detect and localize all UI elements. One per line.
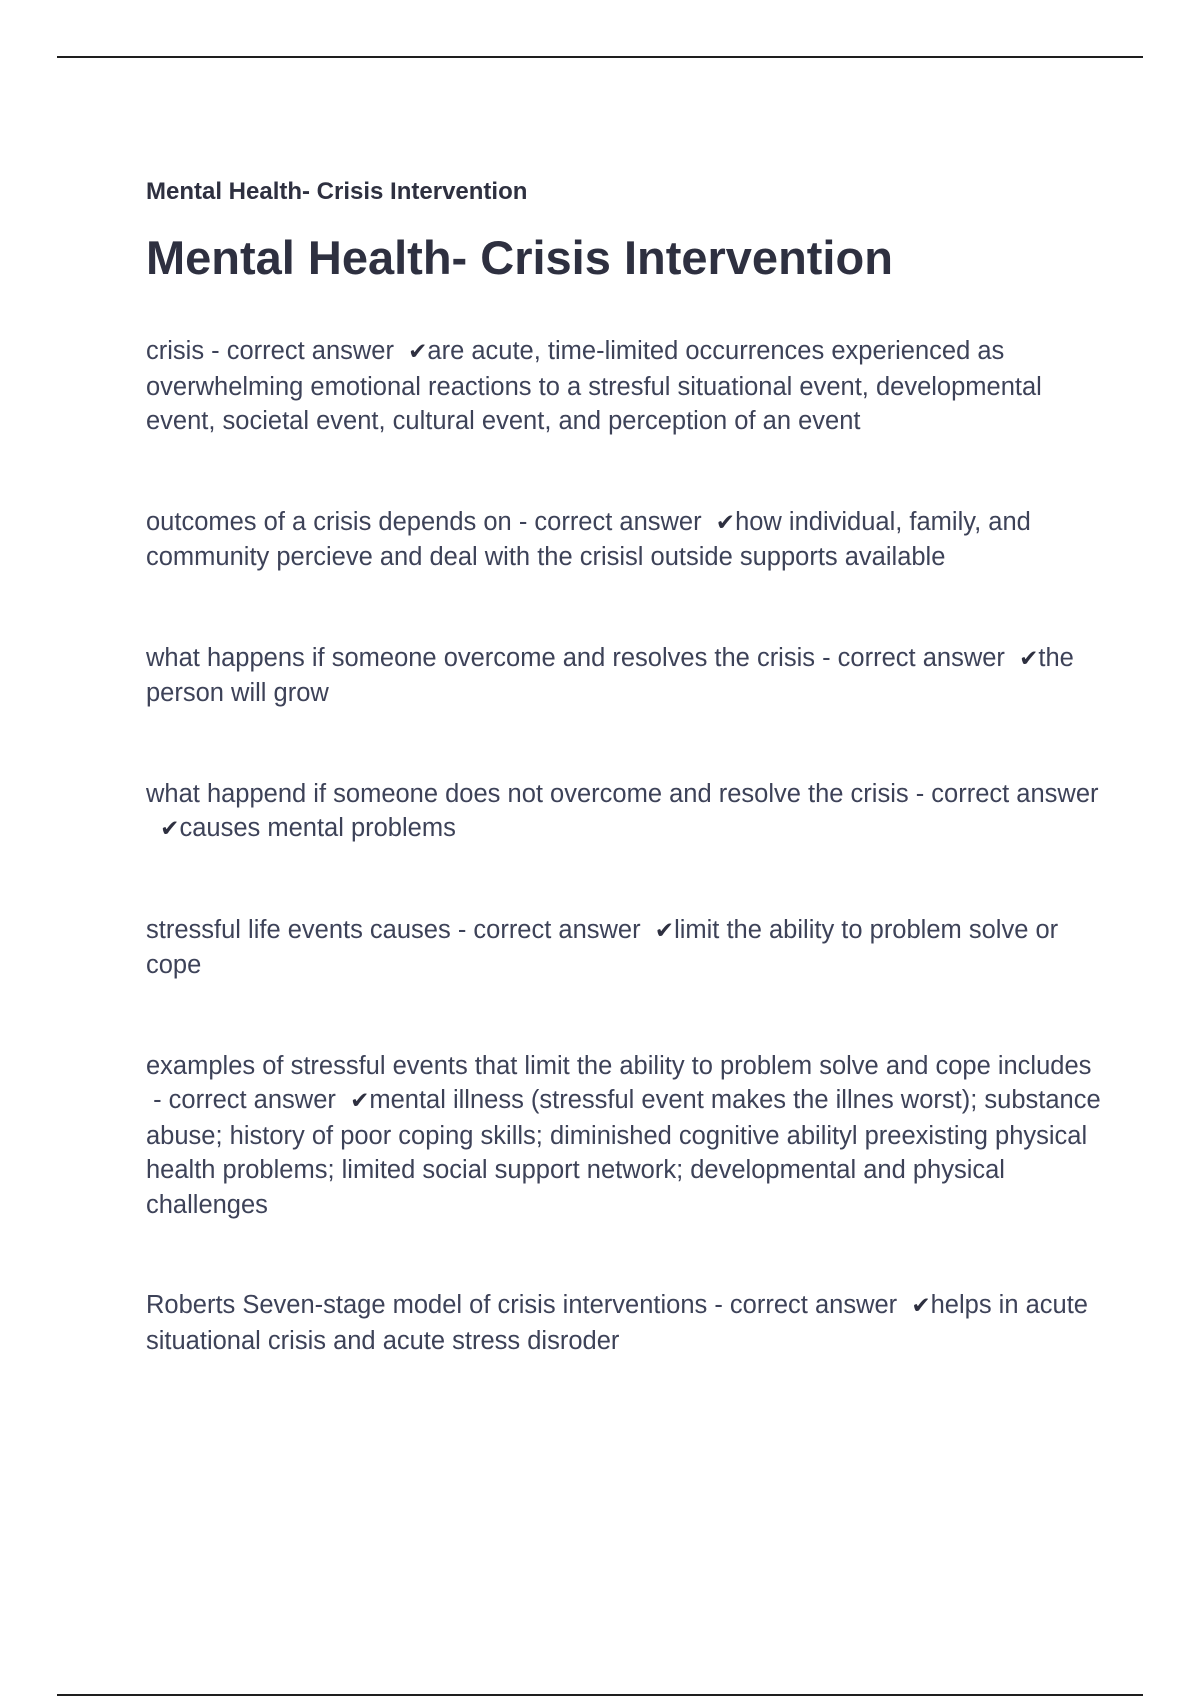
answer-marker: - correct answer	[518, 507, 702, 536]
flashcard	[146, 1049, 1106, 1223]
card-term: crisis	[146, 337, 205, 365]
checkmark-icon: ✔	[350, 1088, 370, 1114]
page-title: Mental Health- Crisis Intervention	[146, 231, 893, 284]
checkmark-icon: ✔	[408, 339, 428, 365]
flashcard	[146, 913, 1106, 983]
flashcard-list	[146, 334, 1106, 1358]
answer-marker: - correct answer	[714, 1291, 898, 1319]
card-term: stressful life events causes	[146, 915, 451, 944]
top-rule	[57, 56, 1143, 58]
card-definition: mental illness (stressful event makes the illnes worst); substance abuse; history of poor coping skills; diminished cognitive abilityl preexisting physical health problems; limited social support network; developmental and physical challenges	[146, 1086, 1101, 1219]
card-term: outcomes of a crisis depends on	[146, 507, 512, 536]
flashcard	[146, 334, 1106, 439]
flashcard	[146, 777, 1106, 847]
answer-marker: - correct answer	[153, 1086, 336, 1114]
flashcard	[146, 505, 1106, 575]
card-term: examples of stressful events that limit the ability to problem solve and cope includes	[146, 1051, 1092, 1080]
card-term: what happend if someone does not overcome and resolve the crisis	[146, 779, 909, 808]
checkmark-icon: ✔	[715, 509, 736, 536]
checkmark-icon: ✔	[1019, 645, 1039, 672]
checkmark-icon: ✔	[911, 1293, 931, 1319]
card-term: Roberts Seven-stage model of crisis interventions	[146, 1291, 708, 1319]
document-body	[146, 176, 1106, 1358]
checkmark-icon: ✔	[160, 816, 180, 842]
answer-marker: - correct answer	[915, 779, 1099, 808]
card-term: what happens if someone overcome and resolves the crisis	[146, 643, 816, 672]
header-title: Mental Health- Crisis Intervention	[146, 178, 528, 205]
card-definition: how individual, family, and community percieve and deal with the crisisl outside supports available	[146, 507, 1031, 571]
card-definition: causes mental problems	[179, 814, 456, 842]
bottom-rule	[57, 1694, 1143, 1696]
card-definition: are acute, time-limited occurrences experienced as overwhelming emotional reactions to a stresful situational event, developmental event, societal event, cultural event, and perception of an event	[146, 337, 1042, 435]
answer-marker: - correct answer	[457, 915, 641, 944]
answer-marker: - correct answer	[822, 643, 1005, 672]
answer-marker: - correct answer	[211, 337, 394, 365]
card-definition: the person will grow	[146, 643, 1074, 707]
checkmark-icon: ✔	[654, 917, 675, 944]
card-definition: helps in acute situational crisis and acute stress disroder	[146, 1291, 1088, 1355]
card-definition: limit the ability to problem solve or cope	[146, 915, 1059, 979]
flashcard	[146, 641, 1106, 711]
flashcard	[146, 1288, 1106, 1358]
